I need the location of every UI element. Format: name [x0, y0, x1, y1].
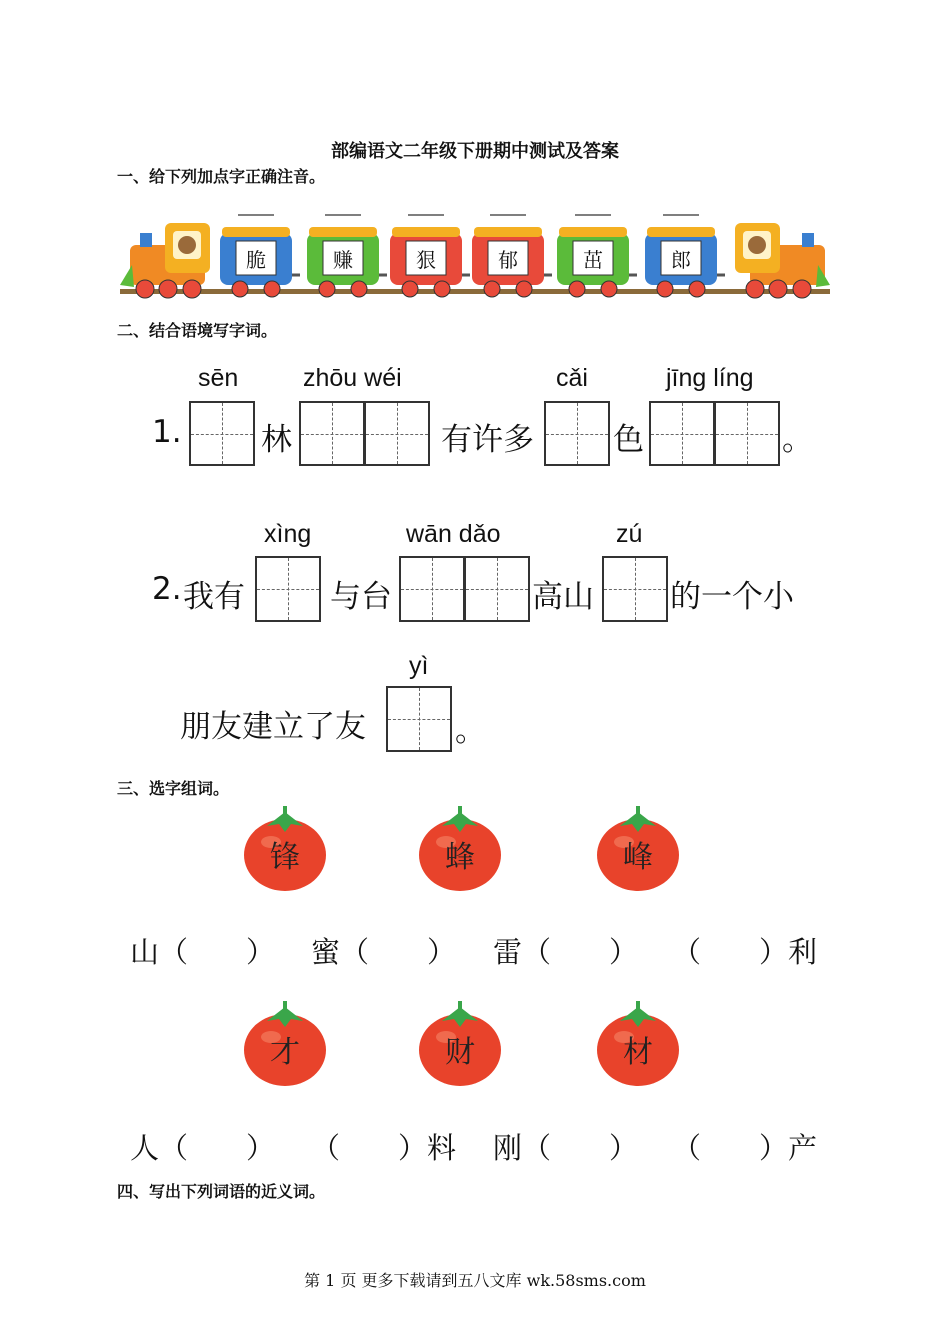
q2-answer-box-3[interactable] — [464, 556, 530, 622]
train-car-6 — [645, 215, 725, 297]
train-track — [120, 289, 830, 294]
q2-answer-box-4[interactable] — [602, 556, 668, 622]
page-title: 部编语文二年级下册期中测试及答案 — [331, 141, 619, 162]
row1-tomato-1 — [244, 806, 326, 891]
q2-text-2: 与台 — [330, 579, 392, 615]
row1-tomato-char-3: 峰 — [623, 840, 653, 875]
q1-answer-box-5[interactable] — [649, 401, 715, 466]
q1-text-2: 有许多 — [441, 422, 534, 458]
q1-text-1: 林 — [261, 422, 292, 458]
word-row2-4: （ ）产 — [672, 1131, 818, 1165]
q2-text-5: 朋友建立了友 — [180, 709, 366, 745]
row2-tomato-char-1: 才 — [270, 1035, 300, 1070]
q2-answer-box-2[interactable] — [399, 556, 465, 622]
train-car-3 — [390, 215, 470, 297]
row2-tomato-3 — [597, 1001, 679, 1086]
q1-answer-box-4[interactable] — [544, 401, 610, 466]
train-char-6: 郎 — [671, 248, 691, 272]
row2-tomato-char-2: 财 — [445, 1035, 475, 1070]
q2-pinyin-2: wān dǎo — [406, 520, 501, 548]
train-car-5 — [557, 215, 637, 297]
train-car-1 — [220, 215, 300, 297]
q1-answer-box-6[interactable] — [714, 401, 780, 466]
tomato-row-2 — [0, 995, 950, 1095]
q1-text-3: 色 — [613, 422, 644, 458]
word-row1-2: 蜜（ ） — [311, 935, 457, 969]
word-row2-3: 刚（ ） — [493, 1131, 639, 1165]
section-4-heading: 四、写出下列词语的近义词。 — [117, 1182, 326, 1201]
word-row1-3: 雷（ ） — [493, 935, 639, 969]
q1-answer-box-2[interactable] — [299, 401, 365, 466]
right-engine — [735, 223, 830, 298]
row1-tomato-2 — [419, 806, 501, 891]
section-1-heading: 一、给下列加点字正确注音。 — [117, 167, 326, 186]
q1-answer-box-1[interactable] — [189, 401, 255, 466]
q2-pinyin-1: xìng — [264, 520, 312, 548]
train-char-5: 茁 — [583, 248, 603, 272]
q1-text-4: 。 — [782, 422, 813, 458]
word-row2-2: （ ）料 — [311, 1131, 457, 1165]
q2-pinyin-4: yì — [409, 652, 429, 680]
word-row1-1: 山（ ） — [130, 935, 276, 969]
section-3-heading: 三、选字组词。 — [117, 779, 230, 798]
q2-text-4: 的一个小 — [670, 579, 794, 615]
train-car-4 — [472, 215, 552, 297]
q1-pinyin-3: cǎi — [556, 364, 588, 392]
train-char-4: 郁 — [498, 248, 518, 272]
q1-pinyin-4: jīng líng — [666, 364, 754, 392]
word-row2-1: 人（ ） — [130, 1131, 276, 1165]
q1-pinyin-2: zhōu wéi — [303, 364, 402, 392]
q2-answer-box-5[interactable] — [386, 686, 452, 752]
word-row1-4: （ ）利 — [672, 935, 818, 969]
page-footer: 第 1 页 更多下载请到五八文库 wk.58sms.com — [304, 1271, 646, 1290]
train-char-1: 脆 — [246, 248, 266, 272]
tomato-row-1 — [0, 800, 950, 900]
q1-answer-box-3[interactable] — [364, 401, 430, 466]
train-car-2 — [307, 215, 387, 297]
row1-tomato-3 — [597, 806, 679, 891]
row1-tomato-char-1: 锋 — [270, 840, 300, 875]
train-char-3: 狠 — [416, 248, 436, 272]
row2-tomato-char-3: 材 — [623, 1035, 653, 1070]
q1-pinyin-1: sēn — [198, 364, 239, 392]
q2-text-1: 我有 — [183, 579, 245, 615]
q2-answer-box-1[interactable] — [255, 556, 321, 622]
q1-number: 1. — [152, 414, 182, 450]
q2-pinyin-3: zú — [616, 520, 643, 548]
left-engine — [120, 223, 210, 298]
row2-tomato-2 — [419, 1001, 501, 1086]
section-2-heading: 二、结合语境写字词。 — [117, 321, 278, 340]
row2-tomato-1 — [244, 1001, 326, 1086]
train-char-2: 赚 — [333, 248, 353, 272]
q2-text-3: 高山 — [532, 579, 594, 615]
row1-tomato-char-2: 蜂 — [445, 840, 475, 875]
q2-number: 2. — [152, 571, 182, 607]
q2-text-6: 。 — [455, 713, 486, 749]
train-illustration — [120, 205, 830, 305]
